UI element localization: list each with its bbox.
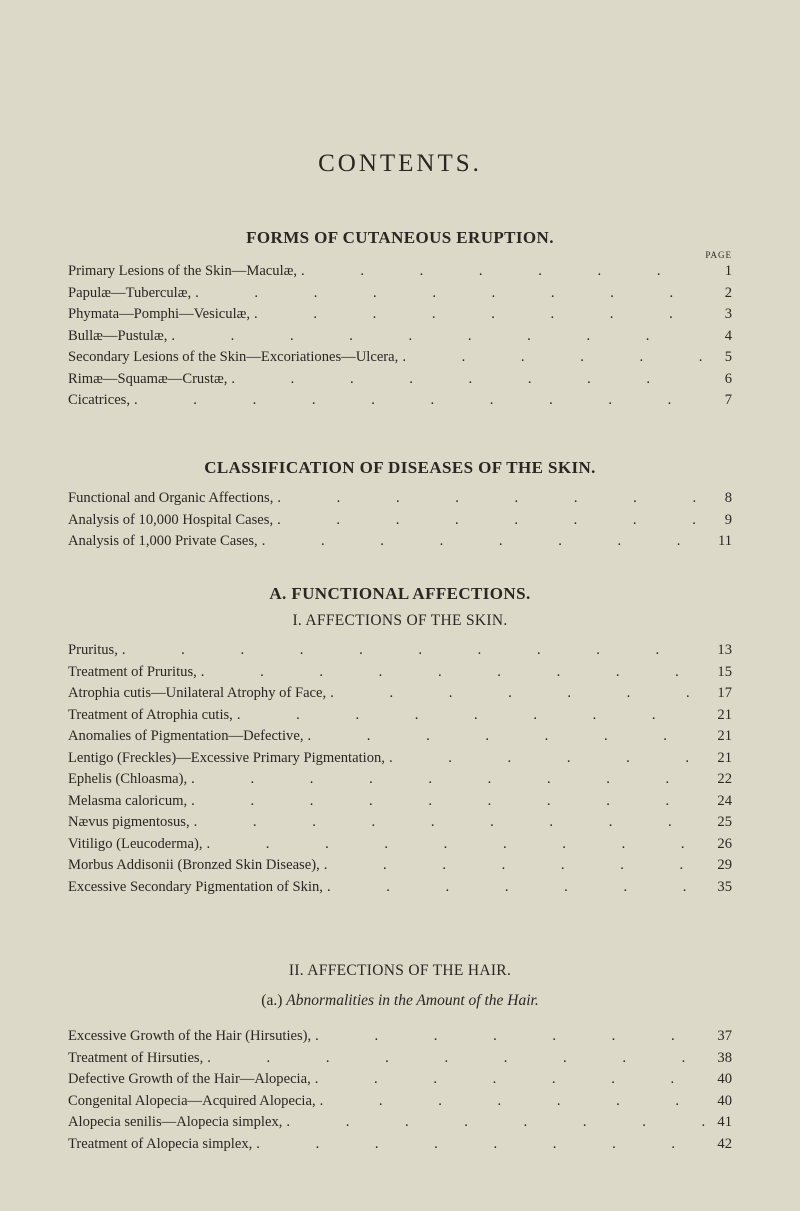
- toc-entry: [68, 662, 732, 684]
- entry-page-number: 8: [724, 490, 732, 506]
- toc-entry: [68, 261, 732, 283]
- leader-dots: [273, 510, 706, 532]
- leader-dots: [187, 769, 706, 791]
- entry-page-number: 15: [717, 663, 732, 680]
- leader-dots: [398, 347, 706, 369]
- leader-dots: [311, 1069, 706, 1091]
- toc-entry: [68, 683, 732, 705]
- leader-dots: [233, 705, 706, 727]
- toc-entry: [68, 726, 732, 748]
- leader-dots: [326, 683, 706, 705]
- leader-dots: [385, 748, 706, 770]
- entry-title: Defective Growth of the Hair—Alopecia,: [68, 1071, 311, 1087]
- toc-entry: [68, 769, 732, 791]
- entry-title: Analysis of 1,000 Private Cases,: [68, 533, 258, 549]
- toc-entry: [68, 834, 732, 856]
- entry-page-number: 2: [724, 284, 732, 301]
- section-classification: [68, 458, 732, 553]
- entry-list: [68, 488, 732, 553]
- toc-entry: [68, 1091, 732, 1113]
- entry-page-number: 11: [717, 533, 732, 549]
- leader-dots: [311, 1026, 706, 1048]
- entry-page-number: 21: [717, 728, 732, 744]
- leader-dots: [273, 488, 706, 510]
- leader-dots: [252, 1134, 706, 1156]
- leader-dots: [190, 812, 706, 834]
- page-column-label: PAGE: [705, 250, 732, 260]
- entry-title: Rimæ—Squamæ—Crustæ,: [68, 370, 228, 387]
- leader-dots: [323, 877, 706, 899]
- entry-title: Excessive Secondary Pigmentation of Skin,: [68, 878, 323, 895]
- entry-page-number: 40: [717, 1092, 732, 1109]
- entry-title: Vitiligo (Leucoderma),: [68, 835, 203, 852]
- entry-title: Treatment of Atrophia cutis,: [68, 706, 233, 723]
- entry-page-number: 7: [724, 392, 732, 408]
- toc-entry: [68, 1026, 732, 1048]
- entry-page-number: 9: [724, 511, 732, 528]
- entry-title: Excessive Growth of the Hair (Hirsuties),: [68, 1028, 312, 1044]
- section-subsubheading: [68, 992, 732, 1010]
- entry-title: Ephelis (Chloasma),: [68, 771, 188, 787]
- toc-entry: [68, 1048, 732, 1070]
- section-subheading: II. AFFECTIONS OF THE HAIR.: [288, 962, 512, 979]
- toc-entry: [68, 369, 732, 391]
- toc-entry: [68, 304, 732, 326]
- entry-page-number: 40: [717, 1071, 732, 1087]
- toc-entry: [68, 531, 732, 553]
- leader-dots: [297, 261, 706, 283]
- entry-page-number: 17: [717, 685, 732, 701]
- entry-page-number: 21: [717, 749, 732, 766]
- leader-dots: [282, 1112, 706, 1134]
- toc-entry: [68, 283, 732, 305]
- toc-entry: [68, 510, 732, 532]
- toc-entry: [68, 640, 732, 662]
- section-heading: CLASSIFICATION OF DISEASES OF THE SKIN.: [204, 458, 596, 477]
- leader-dots: [167, 326, 706, 348]
- leader-dots: [258, 531, 706, 553]
- leader-dots: [130, 390, 706, 412]
- entry-title: Papulæ—Tuberculæ,: [68, 284, 192, 301]
- entry-list: [68, 1026, 732, 1155]
- section-subheading: I. AFFECTIONS OF THE SKIN.: [292, 612, 508, 629]
- entry-title: Primary Lesions of the Skin—Maculæ,: [68, 263, 298, 279]
- subsub-italic: Abnormalities in the Amount of the Hair.: [286, 992, 539, 1009]
- entry-page-number: 3: [724, 306, 732, 322]
- entry-page-number: 41: [717, 1114, 732, 1130]
- toc-entry: [68, 1112, 732, 1134]
- toc-entry: [68, 390, 732, 412]
- entry-page-number: 22: [717, 771, 732, 787]
- entry-title: Treatment of Hirsuties,: [68, 1049, 204, 1066]
- entry-title: Cicatrices,: [68, 392, 130, 408]
- entry-page-number: 13: [717, 642, 732, 658]
- entry-page-number: 38: [717, 1049, 732, 1066]
- entry-title: Anomalies of Pigmentation—Defective,: [68, 728, 304, 744]
- entry-title: Treatment of Pruritus,: [68, 663, 197, 680]
- section-affections-hair: [68, 962, 732, 1155]
- entry-title: Bullæ—Pustulæ,: [68, 327, 168, 344]
- entry-list: [68, 261, 732, 412]
- entry-title: Analysis of 10,000 Hospital Cases,: [68, 511, 274, 528]
- toc-entry: [68, 791, 732, 813]
- toc-entry: [68, 812, 732, 834]
- leader-dots: [203, 1048, 706, 1070]
- leader-dots: [316, 1091, 706, 1113]
- section-cutaneous-eruption: [68, 228, 732, 412]
- entry-page-number: 37: [717, 1028, 732, 1044]
- page-title: CONTENTS.: [318, 150, 482, 177]
- entry-page-number: 6: [724, 370, 732, 387]
- section-functional-affections: [68, 584, 732, 898]
- toc-entry: [68, 1069, 732, 1091]
- entry-page-number: 4: [724, 327, 732, 344]
- leader-dots: [191, 283, 706, 305]
- entry-title: Congenital Alopecia—Acquired Alopecia,: [68, 1092, 316, 1109]
- toc-entry: [68, 347, 732, 369]
- entry-page-number: 35: [717, 878, 732, 895]
- entry-title: Secondary Lesions of the Skin—Excoriationes—Ulcera,: [68, 349, 399, 365]
- entry-page-number: 1: [724, 263, 732, 279]
- leader-dots: [197, 662, 706, 684]
- entry-title: Lentigo (Freckles)—Excessive Primary Pigmentation,: [68, 749, 385, 766]
- toc-entry: [68, 748, 732, 770]
- entry-page-number: 42: [717, 1135, 732, 1152]
- section-heading: A. FUNCTIONAL AFFECTIONS.: [269, 584, 531, 603]
- entry-list: [68, 640, 732, 898]
- entry-title: Functional and Organic Affections,: [68, 490, 274, 506]
- entry-page-number: 24: [717, 792, 732, 809]
- leader-dots: [202, 834, 706, 856]
- subsub-prefix: (a.): [261, 992, 283, 1009]
- leader-dots: [320, 855, 706, 877]
- entry-page-number: 29: [717, 857, 732, 873]
- leader-dots: [118, 640, 706, 662]
- entry-page-number: 25: [717, 814, 732, 830]
- entry-title: Morbus Addisonii (Bronzed Skin Disease),: [68, 857, 320, 873]
- leader-dots: [187, 791, 706, 813]
- entry-title: Atrophia cutis—Unilateral Atrophy of Face,: [68, 685, 327, 701]
- toc-entry: [68, 488, 732, 510]
- toc-entry: [68, 1134, 732, 1156]
- entry-title: Nævus pigmentosus,: [68, 814, 190, 830]
- leader-dots: [250, 304, 706, 326]
- toc-entry: [68, 705, 732, 727]
- entry-title: Pruritus,: [68, 642, 118, 658]
- toc-entry: [68, 855, 732, 877]
- entry-title: Melasma caloricum,: [68, 792, 188, 809]
- entry-page-number: 5: [724, 349, 732, 365]
- entry-title: Alopecia senilis—Alopecia simplex,: [68, 1114, 283, 1130]
- entry-page-number: 26: [717, 835, 732, 852]
- toc-entry: [68, 326, 732, 348]
- section-heading: FORMS OF CUTANEOUS ERUPTION.: [246, 228, 554, 247]
- entry-title: Treatment of Alopecia simplex,: [68, 1135, 253, 1152]
- entry-page-number: 21: [717, 706, 732, 723]
- toc-entry: [68, 877, 732, 899]
- leader-dots: [303, 726, 706, 748]
- entry-title: Phymata—Pomphi—Vesiculæ,: [68, 306, 251, 322]
- leader-dots: [227, 369, 706, 391]
